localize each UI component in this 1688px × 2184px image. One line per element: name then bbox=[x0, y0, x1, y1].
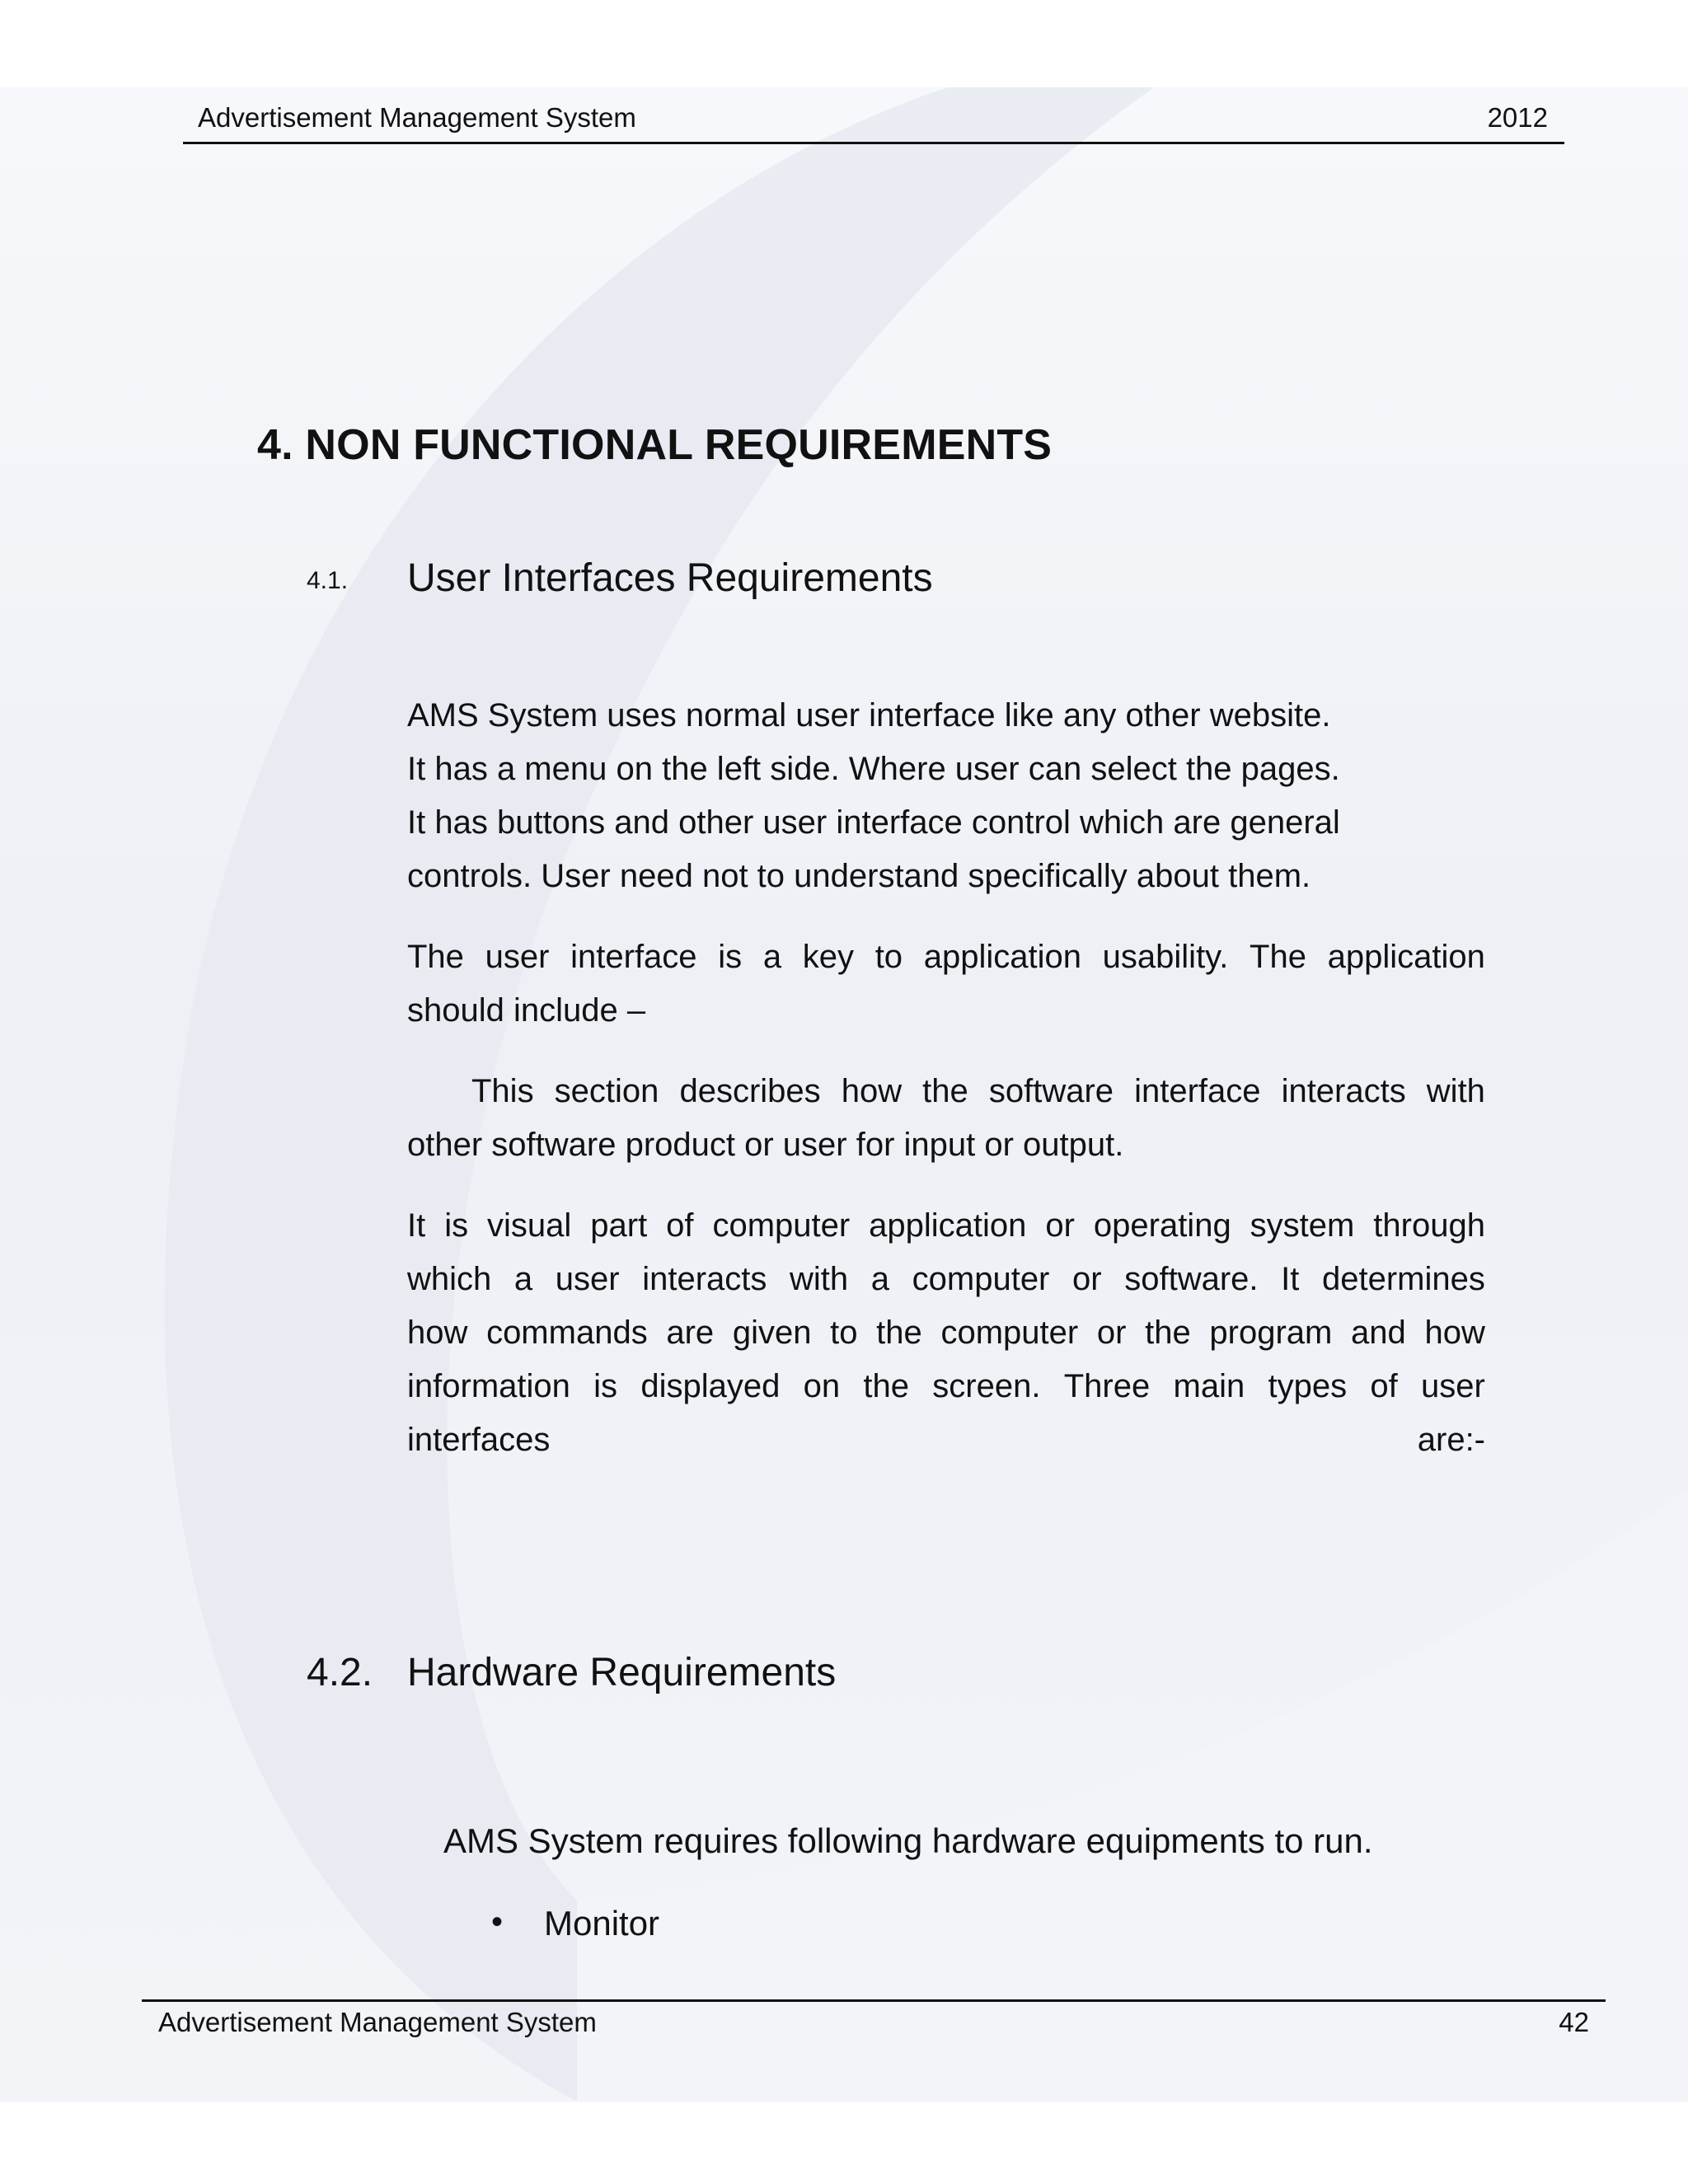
section-number: 4.1. bbox=[307, 567, 349, 594]
paragraph-word: application bbox=[869, 1207, 1027, 1244]
list-item: Monitor bbox=[544, 1904, 660, 1943]
paragraph-line-justified bbox=[471, 1073, 1485, 1110]
paragraph-word: are:- bbox=[1417, 1422, 1485, 1458]
paragraph-line-justified bbox=[407, 1368, 1485, 1405]
paragraph-word: This bbox=[471, 1073, 534, 1109]
paragraph-word: screen. bbox=[932, 1368, 1041, 1404]
paragraph-word: Three bbox=[1063, 1368, 1151, 1404]
paragraph-word: user bbox=[555, 1261, 620, 1297]
paragraph-word: or bbox=[1072, 1261, 1102, 1297]
paragraph-word: displayed bbox=[640, 1368, 781, 1404]
paragraph-word: given bbox=[732, 1315, 812, 1351]
paragraph-word: section bbox=[554, 1073, 659, 1109]
paragraph-word: program bbox=[1209, 1315, 1333, 1351]
paragraph-word: is bbox=[444, 1207, 469, 1244]
paragraph-line: should include – bbox=[407, 992, 646, 1029]
paragraph-word: the bbox=[922, 1073, 968, 1109]
paragraph-word: with bbox=[1426, 1073, 1485, 1109]
paragraph-word: through bbox=[1373, 1207, 1485, 1244]
paragraph-word: user bbox=[1421, 1368, 1485, 1404]
paragraph-word: is bbox=[593, 1368, 618, 1404]
paragraph-word: application bbox=[923, 939, 1081, 975]
paragraph-word: user bbox=[485, 939, 550, 975]
paragraph-word: how bbox=[841, 1073, 903, 1109]
paragraph-word: software. bbox=[1124, 1261, 1259, 1297]
paragraph-word: to bbox=[830, 1315, 858, 1351]
paragraph-word: interface bbox=[570, 939, 697, 975]
paragraph-word: interacts bbox=[1281, 1073, 1406, 1109]
paragraph-word: computer bbox=[712, 1207, 851, 1244]
paragraph-line: It has buttons and other user interface control which are general bbox=[407, 804, 1340, 841]
paragraph-word: the bbox=[863, 1368, 910, 1404]
paragraph-word: or bbox=[1096, 1315, 1127, 1351]
paragraph-word: with bbox=[790, 1261, 849, 1297]
section-number: 4.2. bbox=[307, 1651, 373, 1694]
paragraph-word: part bbox=[590, 1207, 648, 1244]
paragraph-word: visual bbox=[487, 1207, 572, 1244]
paragraph-line-split bbox=[407, 1422, 1485, 1459]
paragraph-word: the bbox=[876, 1315, 922, 1351]
paragraph-line-justified bbox=[407, 939, 1485, 976]
paragraph-word: The bbox=[1250, 939, 1306, 975]
paragraph-word: on bbox=[803, 1368, 841, 1404]
bullet-icon: • bbox=[491, 1904, 504, 1940]
paragraph-word: interfaces bbox=[407, 1422, 551, 1458]
paragraph-word: the bbox=[1145, 1315, 1191, 1351]
paragraph-word: The bbox=[407, 939, 464, 975]
paragraph-word: It bbox=[407, 1207, 426, 1244]
paragraph-word: how bbox=[407, 1315, 468, 1351]
paragraph-word: of bbox=[666, 1207, 694, 1244]
header-year: 2012 bbox=[1487, 102, 1548, 133]
paragraph-word: a bbox=[870, 1261, 890, 1297]
paragraph-word: computer bbox=[912, 1261, 1050, 1297]
paragraph-word: is bbox=[718, 939, 743, 975]
page-footer bbox=[142, 1999, 1606, 2051]
paragraph-line: other software product or user for input or output. bbox=[407, 1127, 1124, 1163]
paragraph-line-justified bbox=[407, 1207, 1485, 1244]
paragraph-word: are bbox=[666, 1315, 715, 1351]
paragraph-word: of bbox=[1370, 1368, 1398, 1404]
paragraph-word: commands bbox=[486, 1315, 648, 1351]
paragraph-word: system bbox=[1250, 1207, 1355, 1244]
paragraph-line: AMS System requires following hardware equipments to run. bbox=[443, 1821, 1373, 1860]
paragraph-word: operating bbox=[1093, 1207, 1231, 1244]
paragraph-line-justified bbox=[407, 1315, 1485, 1352]
footer-title: Advertisement Management System bbox=[158, 2007, 597, 2037]
paragraph-word: types bbox=[1268, 1368, 1348, 1404]
paragraph-word: main bbox=[1173, 1368, 1245, 1404]
paragraph-word: interface bbox=[1134, 1073, 1261, 1109]
paragraph-word: usability. bbox=[1102, 939, 1229, 975]
page-number: 42 bbox=[1559, 2007, 1589, 2037]
paragraph-word: a bbox=[762, 939, 782, 975]
paragraph-word: a bbox=[513, 1261, 533, 1297]
section-title: Hardware Requirements bbox=[407, 1651, 837, 1694]
paragraph-word: and bbox=[1351, 1315, 1406, 1351]
paragraph-word: or bbox=[1045, 1207, 1075, 1244]
header-title: Advertisement Management System bbox=[198, 102, 636, 133]
paragraph-line: AMS System uses normal user interface like any other website. bbox=[407, 697, 1331, 733]
paragraph-line-justified bbox=[407, 1261, 1485, 1298]
paragraph-word: It bbox=[1281, 1261, 1300, 1297]
paragraph-word: computer bbox=[940, 1315, 1079, 1351]
paragraph-line: controls. User need not to understand specifically about them. bbox=[407, 858, 1311, 894]
paragraph-word: key bbox=[802, 939, 854, 975]
paragraph-word: application bbox=[1327, 939, 1485, 975]
paragraph-word: information bbox=[407, 1368, 570, 1404]
paragraph-word: determines bbox=[1322, 1261, 1485, 1297]
section-title: User Interfaces Requirements bbox=[407, 556, 933, 600]
page-header bbox=[183, 97, 1564, 144]
paragraph-word: describes bbox=[679, 1073, 821, 1109]
paragraph-word: to bbox=[874, 939, 903, 975]
paragraph-word: software bbox=[988, 1073, 1114, 1109]
paragraph-word: how bbox=[1424, 1315, 1485, 1351]
paragraph-word: interacts bbox=[642, 1261, 767, 1297]
paragraph-word: which bbox=[407, 1261, 492, 1297]
chapter-title: 4. NON FUNCTIONAL REQUIREMENTS bbox=[257, 421, 1053, 469]
paragraph-line: It has a menu on the left side. Where user can select the pages. bbox=[407, 751, 1340, 787]
